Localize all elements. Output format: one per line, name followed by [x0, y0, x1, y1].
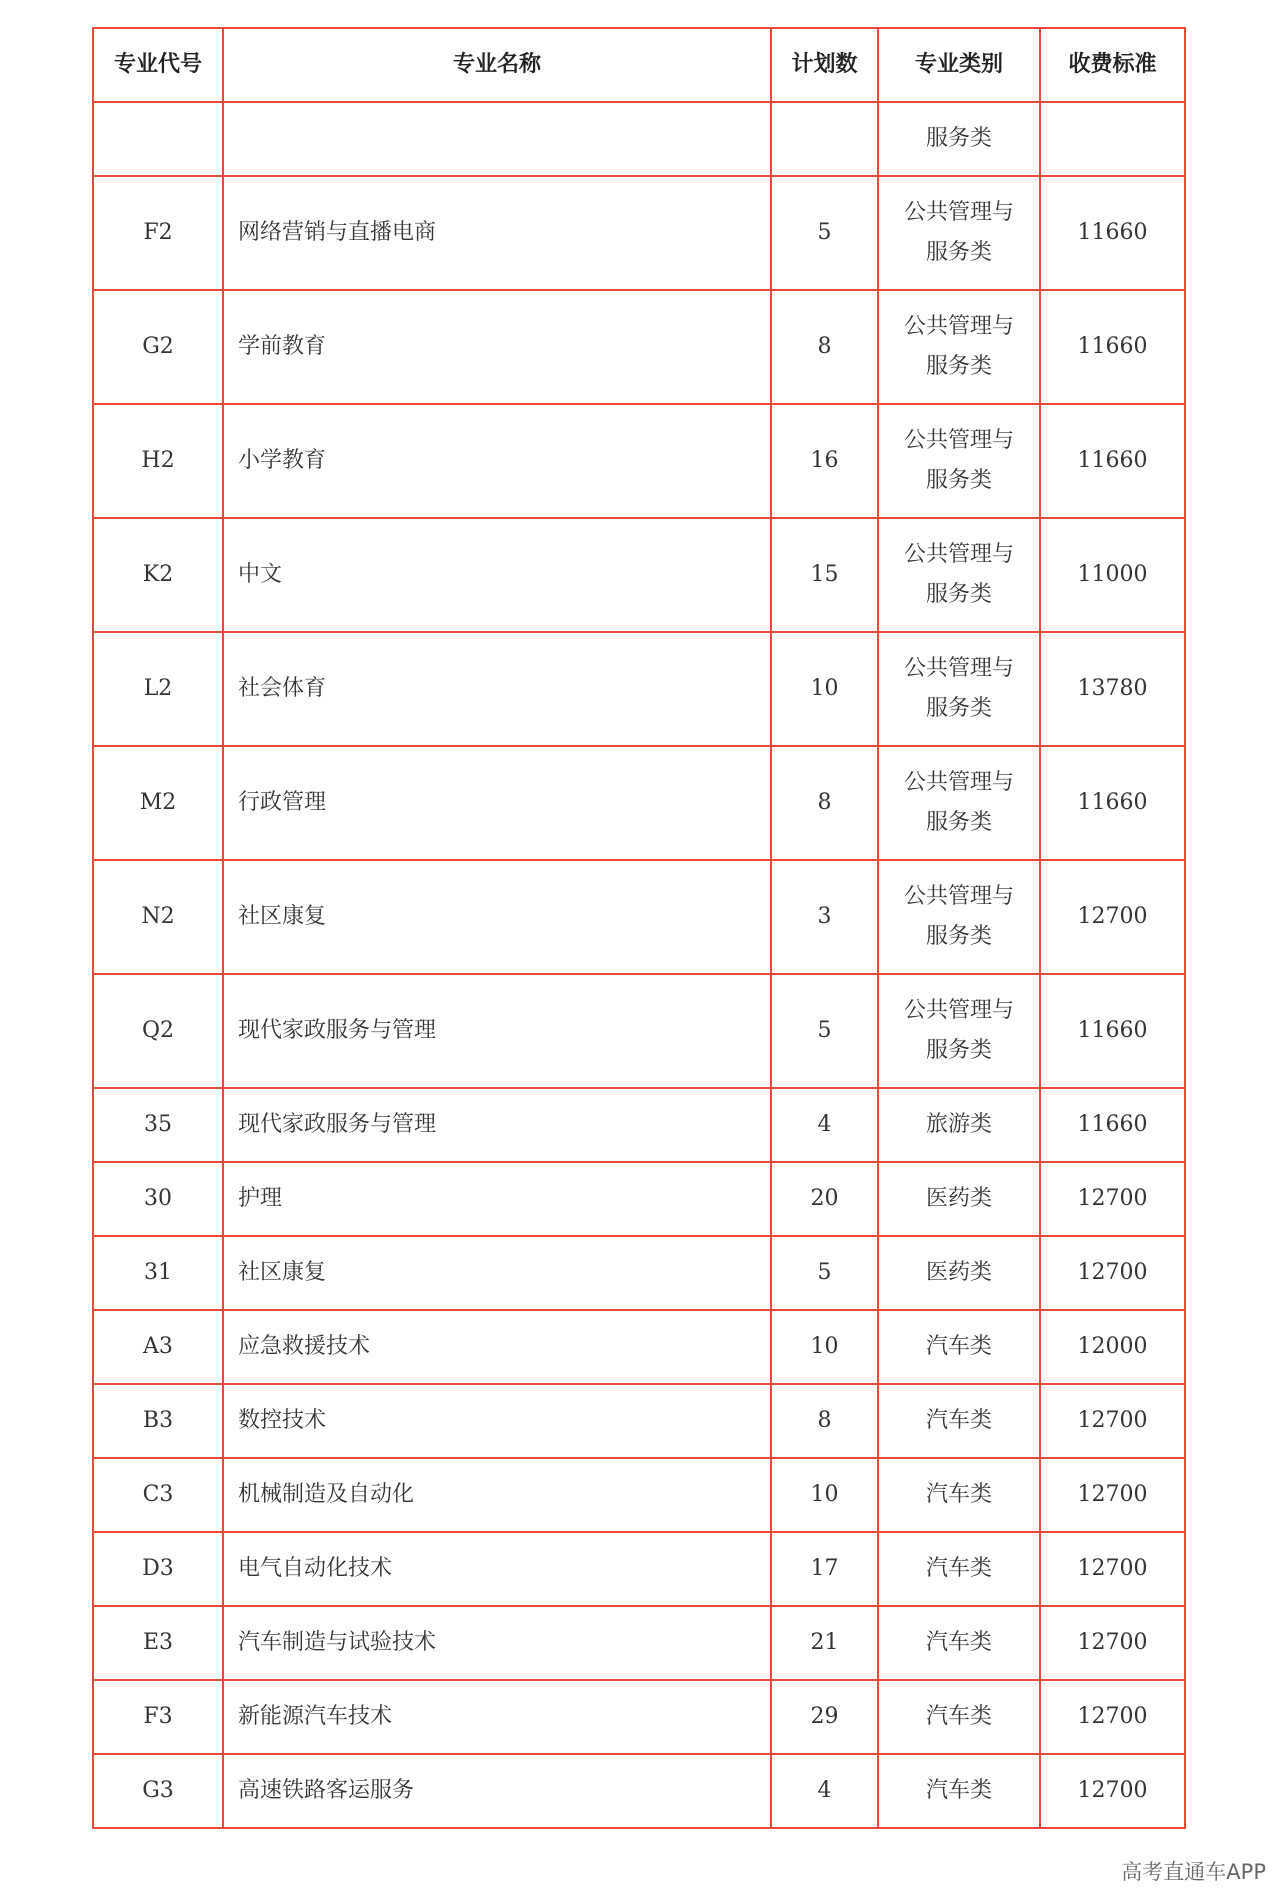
cell-category: [878, 102, 1040, 176]
cell-category: [878, 1680, 1040, 1754]
cell-fee: 12700: [1040, 860, 1185, 974]
cell-category: [878, 1458, 1040, 1532]
cell-plan: 21: [771, 1606, 878, 1680]
cell-name: 网络营销与直播电商: [223, 176, 771, 290]
cell-plan: [771, 102, 878, 176]
cell-name: 现代家政服务与管理: [223, 1088, 771, 1162]
cell-name: 学前教育: [223, 290, 771, 404]
table-row: [93, 1680, 1185, 1754]
cell-code: 30: [93, 1162, 223, 1236]
cell-category: [878, 176, 1040, 290]
cell-code: Q2: [93, 974, 223, 1088]
cell-plan: 4: [771, 1754, 878, 1828]
cell-category: [878, 1088, 1040, 1162]
cell-category: [878, 1532, 1040, 1606]
cell-name: 现代家政服务与管理: [223, 974, 771, 1088]
cell-category: [878, 1384, 1040, 1458]
cell-plan: 5: [771, 974, 878, 1088]
cell-name: 数控技术: [223, 1384, 771, 1458]
cell-name: 护理: [223, 1162, 771, 1236]
cell-category: [878, 974, 1040, 1088]
cell-name: 社会体育: [223, 632, 771, 746]
cell-plan: 5: [771, 1236, 878, 1310]
category-line-1: 汽车类: [925, 1482, 992, 1507]
cell-plan: 5: [771, 176, 878, 290]
cell-category: [878, 404, 1040, 518]
cell-name: 应急救援技术: [223, 1310, 771, 1384]
cell-category: [878, 1162, 1040, 1236]
header-name: 专业名称: [223, 28, 771, 102]
cell-plan: 10: [771, 632, 878, 746]
cell-plan: 8: [771, 1384, 878, 1458]
cell-code: F3: [93, 1680, 223, 1754]
cell-name: [223, 102, 771, 176]
table-row: [93, 1384, 1185, 1458]
cell-category: [878, 290, 1040, 404]
header-plan: 计划数: [771, 28, 878, 102]
cell-name: 社区康复: [223, 860, 771, 974]
cell-fee: 11660: [1040, 974, 1185, 1088]
category-line-2: 服务类: [925, 810, 992, 835]
table-row: [93, 518, 1185, 632]
cell-plan: 4: [771, 1088, 878, 1162]
cell-plan: 10: [771, 1458, 878, 1532]
table-row: [93, 1236, 1185, 1310]
cell-code: L2: [93, 632, 223, 746]
cell-code: E3: [93, 1606, 223, 1680]
category-line-1: 旅游类: [925, 1112, 992, 1137]
cell-code: F2: [93, 176, 223, 290]
cell-plan: 3: [771, 860, 878, 974]
cell-category: [878, 746, 1040, 860]
cell-fee: 13780: [1040, 632, 1185, 746]
category-line-1: 汽车类: [925, 1408, 992, 1433]
cell-fee: 12700: [1040, 1680, 1185, 1754]
category-line-1: 公共管理与: [903, 770, 1014, 795]
category-line-1: 公共管理与: [903, 542, 1014, 567]
category-line-2: 服务类: [925, 240, 992, 265]
header-category: 专业类别: [878, 28, 1040, 102]
cell-name: 电气自动化技术: [223, 1532, 771, 1606]
cell-category: [878, 632, 1040, 746]
category-line-2: 服务类: [925, 1038, 992, 1063]
category-line-1: 公共管理与: [903, 884, 1014, 909]
category-line-2: 服务类: [925, 582, 992, 607]
category-line-1: 公共管理与: [903, 998, 1014, 1023]
table-row: [93, 404, 1185, 518]
cell-code: N2: [93, 860, 223, 974]
table-row: [93, 1606, 1185, 1680]
cell-name: 汽车制造与试验技术: [223, 1606, 771, 1680]
cell-code: G2: [93, 290, 223, 404]
category-line-1: 汽车类: [925, 1630, 992, 1655]
cell-fee: 11000: [1040, 518, 1185, 632]
watermark: 高考直通车APP: [1121, 1860, 1266, 1884]
cell-name: 社区康复: [223, 1236, 771, 1310]
cell-fee: 12700: [1040, 1754, 1185, 1828]
table-row: [93, 1088, 1185, 1162]
category-line-1: 公共管理与: [903, 656, 1014, 681]
cell-code: C3: [93, 1458, 223, 1532]
table-row: [93, 746, 1185, 860]
cell-plan: 20: [771, 1162, 878, 1236]
cell-fee: 12000: [1040, 1310, 1185, 1384]
table-row: [93, 1532, 1185, 1606]
category-line-1: 公共管理与: [903, 200, 1014, 225]
cell-category: [878, 1236, 1040, 1310]
category-line-1: 汽车类: [925, 1556, 992, 1581]
cell-category: [878, 518, 1040, 632]
cell-name: 行政管理: [223, 746, 771, 860]
cell-plan: 17: [771, 1532, 878, 1606]
table-row: [93, 1162, 1185, 1236]
category-line-1: 服务类: [925, 126, 992, 151]
table-row: [93, 102, 1185, 176]
table-row: [93, 1754, 1185, 1828]
cell-name: 高速铁路客运服务: [223, 1754, 771, 1828]
cell-code: 31: [93, 1236, 223, 1310]
cell-fee: 12700: [1040, 1532, 1185, 1606]
cell-code: D3: [93, 1532, 223, 1606]
cell-plan: 10: [771, 1310, 878, 1384]
cell-plan: 29: [771, 1680, 878, 1754]
cell-name: 新能源汽车技术: [223, 1680, 771, 1754]
table-row: [93, 290, 1185, 404]
category-line-1: 汽车类: [925, 1778, 992, 1803]
cell-name: 小学教育: [223, 404, 771, 518]
table-row: [93, 632, 1185, 746]
cell-code: 35: [93, 1088, 223, 1162]
cell-fee: 11660: [1040, 176, 1185, 290]
cell-fee: 12700: [1040, 1384, 1185, 1458]
cell-fee: 11660: [1040, 290, 1185, 404]
cell-category: [878, 1754, 1040, 1828]
table-row: [93, 1458, 1185, 1532]
cell-plan: 15: [771, 518, 878, 632]
cell-fee: 11660: [1040, 746, 1185, 860]
table-row: [93, 974, 1185, 1088]
cell-fee: [1040, 102, 1185, 176]
category-line-1: 医药类: [925, 1186, 992, 1211]
table-header-row: [93, 28, 1185, 102]
category-line-1: 汽车类: [925, 1334, 992, 1359]
cell-plan: 8: [771, 290, 878, 404]
category-line-1: 医药类: [925, 1260, 992, 1285]
cell-name: 中文: [223, 518, 771, 632]
cell-plan: 8: [771, 746, 878, 860]
cell-code: A3: [93, 1310, 223, 1384]
cell-fee: 11660: [1040, 1088, 1185, 1162]
category-line-2: 服务类: [925, 696, 992, 721]
cell-category: [878, 860, 1040, 974]
category-line-1: 公共管理与: [903, 428, 1014, 453]
category-line-1: 汽车类: [925, 1704, 992, 1729]
cell-fee: 12700: [1040, 1162, 1185, 1236]
cell-code: H2: [93, 404, 223, 518]
table-row: [93, 1310, 1185, 1384]
header-code: 专业代号: [93, 28, 223, 102]
cell-code: M2: [93, 746, 223, 860]
cell-category: [878, 1606, 1040, 1680]
cell-plan: 16: [771, 404, 878, 518]
major-plan-table: [92, 27, 1186, 1829]
cell-fee: 12700: [1040, 1606, 1185, 1680]
cell-code: B3: [93, 1384, 223, 1458]
table-row: [93, 860, 1185, 974]
cell-fee: 12700: [1040, 1236, 1185, 1310]
cell-fee: 11660: [1040, 404, 1185, 518]
header-fee: 收费标准: [1040, 28, 1185, 102]
cell-code: G3: [93, 1754, 223, 1828]
table-row: [93, 176, 1185, 290]
category-line-2: 服务类: [925, 924, 992, 949]
category-line-2: 服务类: [925, 354, 992, 379]
table-body: [93, 102, 1185, 1828]
category-line-1: 公共管理与: [903, 314, 1014, 339]
cell-code: [93, 102, 223, 176]
cell-category: [878, 1310, 1040, 1384]
cell-fee: 12700: [1040, 1458, 1185, 1532]
cell-name: 机械制造及自动化: [223, 1458, 771, 1532]
category-line-2: 服务类: [925, 468, 992, 493]
cell-code: K2: [93, 518, 223, 632]
